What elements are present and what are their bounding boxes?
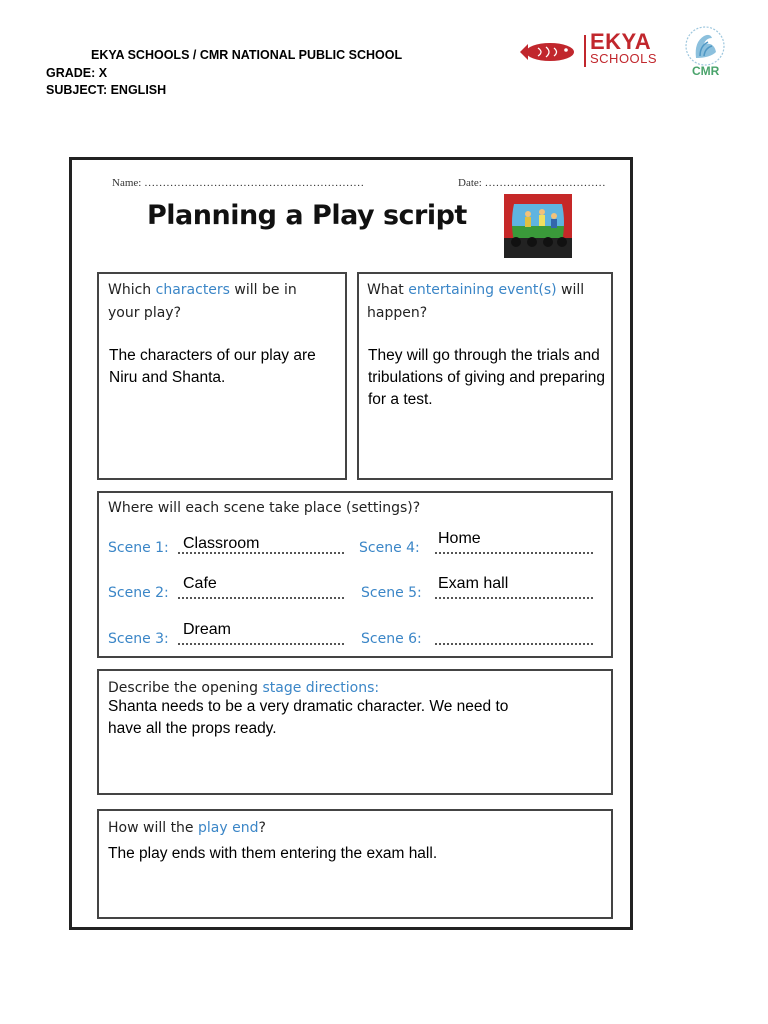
scene-2-value[interactable]: Cafe <box>183 575 217 592</box>
worksheet <box>69 157 633 930</box>
fish-icon <box>518 40 578 64</box>
cmr-logo <box>670 24 740 86</box>
scene-6-label: Scene 6: <box>361 631 422 647</box>
scene-2-label: Scene 2: <box>108 585 169 601</box>
scene-5-line <box>435 597 593 599</box>
settings-box <box>97 491 613 658</box>
characters-prompt: Which characters will be in your play? <box>108 282 297 321</box>
scene-3-line <box>178 643 344 645</box>
worksheet-title: Planning a Play script <box>147 200 467 231</box>
play-ending-box <box>97 809 613 919</box>
schools-wordmark: SCHOOLS <box>590 51 658 66</box>
scene-4-label: Scene 4: <box>359 540 420 556</box>
play-ending-prompt: How will the play end? <box>108 820 266 836</box>
scene-5-label: Scene 5: <box>361 585 422 601</box>
scene-1-value[interactable]: Classroom <box>183 535 260 552</box>
scene-3-label: Scene 3: <box>108 631 169 647</box>
logo-divider <box>584 35 586 67</box>
school-name: EKYA SCHOOLS / CMR NATIONAL PUBLIC SCHOOL <box>91 48 403 62</box>
cmr-wordmark: CMR <box>692 64 720 78</box>
scene-6-line <box>435 643 593 645</box>
settings-prompt: Where will each scene take place (settings)? <box>108 500 421 516</box>
scene-3-value[interactable]: Dream <box>183 621 232 638</box>
characters-box <box>97 272 347 480</box>
stage-directions-box <box>97 669 613 795</box>
grade-label: GRADE: X <box>46 66 108 80</box>
subject-label: SUBJECT: ENGLISH <box>46 83 167 97</box>
stage-directions-prompt: Describe the opening stage directions: <box>108 680 380 696</box>
stage-directions-answer[interactable]: Shanta needs to be a very dramatic character. We need to have all the props ready. <box>108 698 509 737</box>
scene-2-line <box>178 597 344 599</box>
characters-answer[interactable]: The characters of our play are Niru and Shanta. <box>109 347 316 386</box>
events-prompt: What entertaining event(s) will happen? <box>367 282 585 321</box>
ekya-schools-logo <box>518 29 658 69</box>
theatre-stage-icon <box>502 192 574 260</box>
scene-4-value[interactable]: Home <box>438 530 481 547</box>
play-ending-answer[interactable]: The play ends with them entering the exam hall. <box>108 845 438 862</box>
scene-5-value[interactable]: Exam hall <box>438 575 509 592</box>
ekya-wordmark: EKYA <box>590 29 652 54</box>
scene-4-line <box>435 552 593 554</box>
name-line: Name: …………………………………………………… <box>112 177 365 189</box>
events-answer[interactable]: They will go through the trials and tribulations of giving and preparing for a test. <box>368 347 605 408</box>
swan-emblem-icon <box>670 24 740 68</box>
date-line: Date: …………………………… <box>458 177 606 189</box>
scene-1-label: Scene 1: <box>108 540 169 556</box>
events-box <box>357 272 613 480</box>
